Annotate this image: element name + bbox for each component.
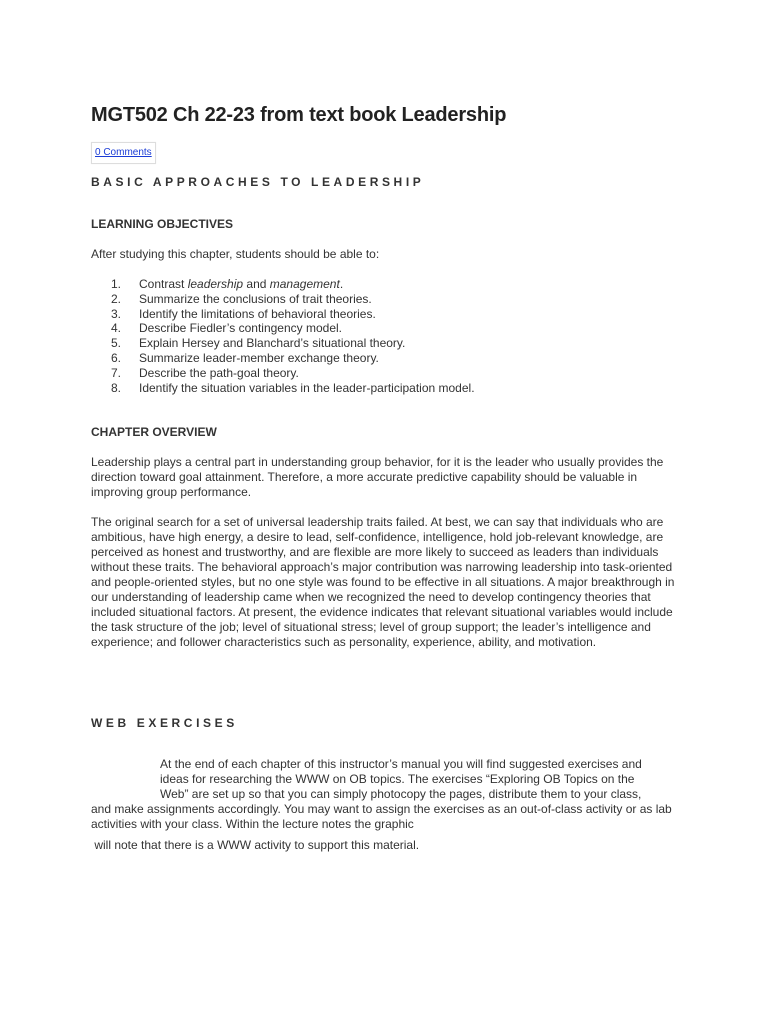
paragraph-line: At the end of each chapter of this instructor’s manual you will find suggested exercises and	[160, 757, 642, 771]
web-exercises-paragraph	[91, 757, 691, 832]
list-item-text: Summarize the conclusions of trait theories.	[139, 291, 372, 306]
list-item-number: 1.	[111, 277, 122, 291]
paragraph-line: and make assignments accordingly. You may want to assign the exercises as an out-of-class activity or as lab activities with your class. Within the lecture notes the graphic	[91, 802, 672, 831]
list-item-text: Contrast	[139, 277, 188, 291]
list-item-number: 5.	[111, 336, 122, 351]
list-item-number: 2.	[111, 291, 122, 306]
list-item-emphasis: leadership	[187, 277, 244, 291]
objectives-list	[91, 277, 475, 395]
paragraph-line: Web” are set up so that you can simply photocopy the pages, distribute them to your class,	[160, 787, 642, 801]
overview-paragraph-2: The original search for a set of universal leadership traits failed. At best, we can say that individuals who are ambitious, have high energy, a desire to lead, self-confidence, intelligence, hold job-relevant knowledge, are perceived as honest and trustworthy, and are flexible are more likely to succeed as leaders than individuals without these traits. The behavioral approach’s major contribution was narrowing leadership into task-oriented and people-oriented styles, but no one style was found to be effective in all situations. A major breakthrough in our understanding of leadership came when we recognized the need to develop contingency theories that included situational factors. At present, the evidence indicates that relevant situational variables would include the task structure of the job; level of situational stress; level of group support; the leader’s intelligence and experience; and follower characteristics such as personality, experience, ability, and motivation.	[91, 515, 675, 649]
list-item	[91, 307, 475, 322]
list-item	[91, 381, 475, 396]
list-item	[91, 336, 475, 351]
list-item-emphasis: management	[269, 277, 340, 291]
list-item-text: and	[243, 277, 270, 291]
list-item-number: 4.	[111, 321, 122, 336]
paragraph-line: ideas for researching the WWW on OB topics. The exercises “Exploring OB Topics on the	[160, 772, 635, 786]
list-item	[91, 321, 475, 336]
list-item-text: Identify the limitations of behavioral theories.	[139, 306, 376, 321]
list-item-text: Identify the situation variables in the leader-participation model.	[139, 380, 475, 395]
list-item-number: 8.	[111, 380, 122, 395]
list-item-number: 7.	[111, 365, 122, 380]
section-heading-basic-approaches: BASIC APPROACHES TO LEADERSHIP	[91, 175, 425, 189]
list-item-text: Summarize leader-member exchange theory.	[139, 350, 379, 365]
section-heading-web-exercises: WEB EXERCISES	[91, 716, 238, 730]
learning-objectives-heading: LEARNING OBJECTIVES	[91, 217, 234, 231]
page-title: MGT502 Ch 22-23 from text book Leadership	[91, 104, 507, 126]
list-item	[91, 277, 475, 292]
list-item	[91, 351, 475, 366]
list-item-number: 6.	[111, 350, 122, 365]
list-item-text: Describe Fiedler’s contingency model.	[139, 321, 342, 336]
list-item-text: Describe the path-goal theory.	[139, 365, 299, 380]
list-item-text: .	[339, 277, 344, 291]
comments-box	[91, 142, 156, 164]
list-item	[91, 366, 475, 381]
list-item-number: 3.	[111, 306, 122, 321]
list-item-text: Explain Hersey and Blanchard’s situational theory.	[139, 336, 406, 351]
objectives-intro: After studying this chapter, students should be able to:	[91, 247, 380, 261]
list-item	[91, 292, 475, 307]
chapter-overview-heading: CHAPTER OVERVIEW	[91, 425, 217, 439]
overview-paragraph-1: Leadership plays a central part in understanding group behavior, for it is the leader who usually provides the direction toward goal attainment. Therefore, a more accurate predictive capability should be valuable in improving group performance.	[91, 455, 664, 499]
web-exercises-last-line: will note that there is a WWW activity to support this material.	[91, 838, 420, 852]
comments-link[interactable]: 0 Comments	[95, 147, 152, 158]
